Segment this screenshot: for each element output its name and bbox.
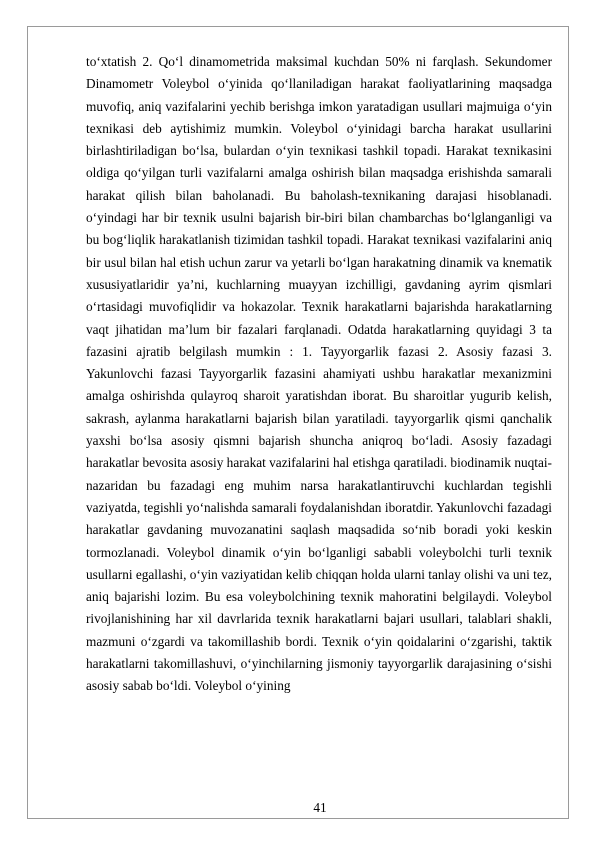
body-paragraph: to‘xtatish 2. Qo‘l dinamometrida maksimal kuchdan 50% ni farqlash. Sekundomer Dinamometr Voleybol o‘yinida qo‘llaniladigan harakat faoliyatlarining maqsadga muvofiq, aniq vazifalarini yechib berishga imkon yaratadigan usullari majmuiga o‘yin texnikasi deb aytishimiz mumkin. Voleybol o‘yinidagi barcha harakat usullarini birlashtiriladigan bo‘lsa, bulardan o‘yin texnikasi tashkil topadi. Harakat texnikasini oldiga qo‘yilgan turli vazifalarni amalga oshirish bilan maqsadga erishishda samarali harakat qilish bilan baholanadi. Bu baholash-texnikaning darajasi hisoblanadi. o‘yindagi har bir texnik usulni bajarish bir-biri bilan chambarchas bo‘lglanganligi va bu bog‘liqlik harakatlanish tizimidan tashkil topadi. Harakat texnikasi vazifalarini aniq bir usul bilan hal etish uchun zarur va yetarli bo‘lgan harakatning dinamik va knematik xususiyatlaridir ya’ni, kuchlarning muayyan izchilligi, gavdaning ayrim qismlari o‘rtasidagi muvofiqlidir va hokazolar. Texnik harakatlarni bajarishda harakatlarning vaqt jihatidan ma’lum bir fazalari farqlanadi. Odatda harakatlarning quyidagi 3 ta fazasini ajratib belgilash mumkin : 1. Tayyorgarlik fazasi 2. Asosiy fazasi 3. Yakunlovchi fazasi Tayyorgarlik fazasini ahamiyati ushbu harakatlar mexanizmini amalga oshirishda qulayroq sharoit yaratishdan iborat. Bu sharoitlar yugurib kelish, sakrash, aylanma harakatlarni bajarish bilan yaratiladi. tayyorgarlik qismi qanchalik yaxshi bo‘lsa asosiy qismni bajarish shuncha aniqroq bo‘ladi. Asosiy fazadagi harakatlar bevosita asosiy harakat vazifalarini hal etishga qaratiladi. biodinamik nuqtai-nazaridan bu fazadagi eng muhim narsa harakatlantiruvchi kuchlardan tegishli vaziyatda, tegishli yo‘nalishda samarali foydalanishdan iboratdir. Yakunlovchi fazadagi harakatlar gavdaning muvozanatini saqlash maqsadida so‘nib boradi yoki keskin tormozlanadi. Voleybol dinamik o‘yin bo‘lganligi sababli voleybolchi turli texnik usullarni egallashi, o‘yin vaziyatidan kelib chiqqan holda ularni tanlay olishi va uni tez, aniq bajarishi lozim. Bu esa voleybolchining texnik mahoratini belgilaydi. Voleybol rivojlanishining har xil davrlarida texnik harakatlarni bajari usullari, talablari shakli, mazmuni o‘zgardi va takomillashib bordi. Texnik o‘yin qoidalarini o‘zgarishi, taktik harakatlarni takomillashuvi, o‘yinchilarning jismoniy tayyorgarlik darajasining o‘sishi asosiy sabab bo‘ldi. Voleybol o‘yining bbox=[86, 54, 553, 694]
page-number: 41 bbox=[313, 800, 327, 815]
